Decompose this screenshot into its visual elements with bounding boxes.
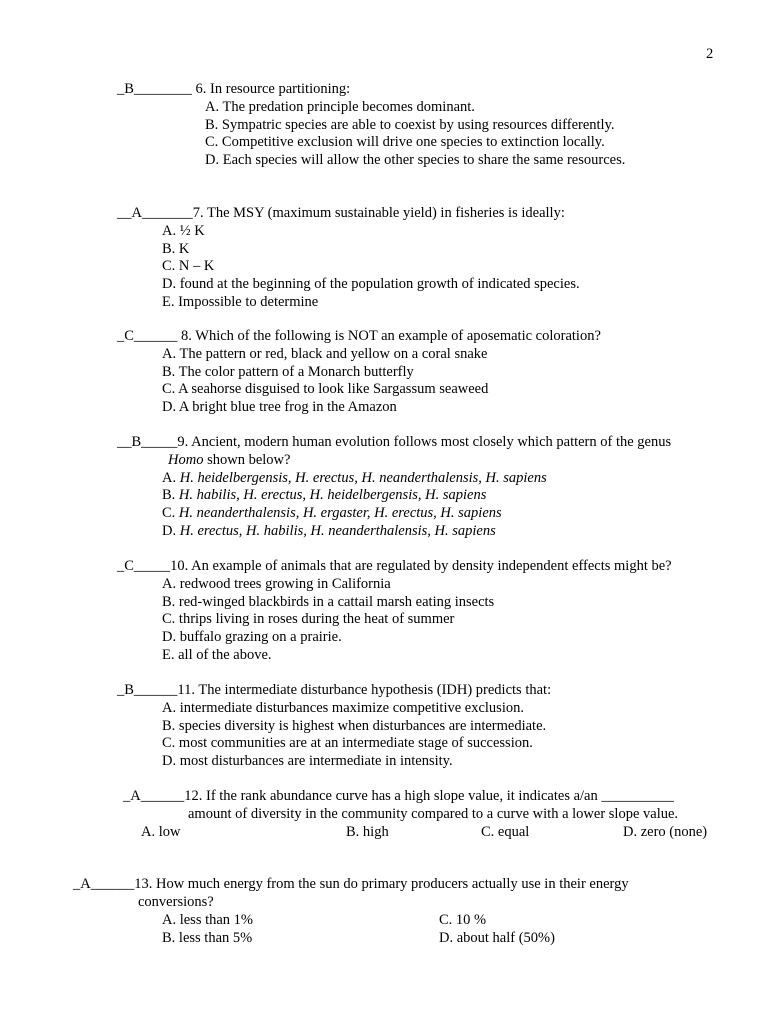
question-10 [117,558,672,665]
question-stem: 8. Which of the following is NOT an example of aposematic coloration? [177,328,601,344]
option: E. Impossible to determine [162,293,319,310]
option: C. A seahorse disguised to look like Sargassum seaweed [162,381,489,398]
option: C. H. neanderthalensis, H. ergaster, H. erectus, H. sapiens [162,505,502,522]
option: B. species diversity is highest when disturbances are intermediate. [162,717,547,734]
answer-blank: _B________ [117,81,192,97]
option: D. Each species will allow the other species to share the same resources. [205,152,626,169]
option: A. The pattern or red, black and yellow on a coral snake [162,345,488,362]
answer-blank: _A______ [123,788,185,804]
question-stem: 7. The MSY (maximum sustainable yield) in fisheries is ideally: [192,205,565,221]
option: D. H. erectus, H. habilis, H. neanderthalensis, H. sapiens [162,522,496,539]
option: D. zero (none) [623,824,708,840]
option: C. N – K [162,258,215,275]
option: A. H. heidelbergensis, H. erectus, H. neanderthalensis, H. sapiens [162,469,547,486]
option: C. Competitive exclusion will drive one species to extinction locally. [205,134,605,151]
question-6 [117,81,625,170]
option: B. The color pattern of a Monarch butterfly [162,363,414,380]
question-stem: 11. The intermediate disturbance hypothesis (IDH) predicts that: [177,682,552,698]
question-stem: 13. How much energy from the sun do primary producers actually use in their energy [134,876,629,892]
question-11 [117,682,551,771]
page-number: 2 [706,46,714,62]
option: B. less than 5% [162,930,253,946]
option: B. red-winged blackbirds in a cattail marsh eating insects [162,593,495,610]
option: A. intermediate disturbances maximize competitive exclusion. [162,699,524,716]
question-stem: 10. An example of animals that are regulated by density independent effects might be? [170,558,672,574]
option: C. 10 % [439,912,487,928]
question-8 [117,328,601,417]
answer-blank: _B______ [117,682,178,698]
answer-blank: _C_____ [117,558,171,574]
option: D. A bright blue tree frog in the Amazon [162,399,397,416]
answer-blank: _A______ [73,876,135,892]
option: B. Sympatric species are able to coexist by using resources differently. [205,116,615,133]
question-13 [73,876,629,912]
answer-blank: __B_____ [117,434,178,450]
genus-name: Homo [168,451,204,468]
option: A. low [141,824,181,840]
option: E. all of the above. [162,646,272,663]
option: A. redwood trees growing in California [162,575,391,592]
question-stem: 6. In resource partitioning: [191,81,351,97]
question-stem-continued: amount of diversity in the community compared to a curve with a lower slope value. [188,805,679,822]
question-stem: 9. Ancient, modern human evolution follows most closely which pattern of the genus [177,434,672,450]
option: D. found at the beginning of the population growth of indicated species. [162,276,580,293]
option: A. less than 1% [162,912,254,928]
question-12 [123,788,678,824]
option: C. most communities are at an intermediate stage of succession. [162,735,533,752]
question-stem-continued: shown below? [203,451,291,468]
option: C. thrips living in roses during the heat of summer [162,611,455,628]
option: B. K [162,240,190,257]
option: D. most disturbances are intermediate in intensity. [162,753,453,770]
answer-blank: __A_______ [117,205,193,221]
question-7 [117,205,580,312]
question-9 [117,434,671,541]
option: C. equal [481,824,530,840]
question-stem: 12. If the rank abundance curve has a high slope value, it indicates a/an __________ [184,788,674,804]
option: A. ½ K [162,222,205,239]
option: D. about half (50%) [439,930,555,946]
option: D. buffalo grazing on a prairie. [162,629,342,646]
option: B. high [346,824,389,840]
option: A. The predation principle becomes dominant. [205,98,475,115]
question-stem-continued: conversions? [138,893,214,910]
answer-blank: _C______ [117,328,178,344]
option: B. H. habilis, H. erectus, H. heidelbergensis, H. sapiens [162,487,487,504]
